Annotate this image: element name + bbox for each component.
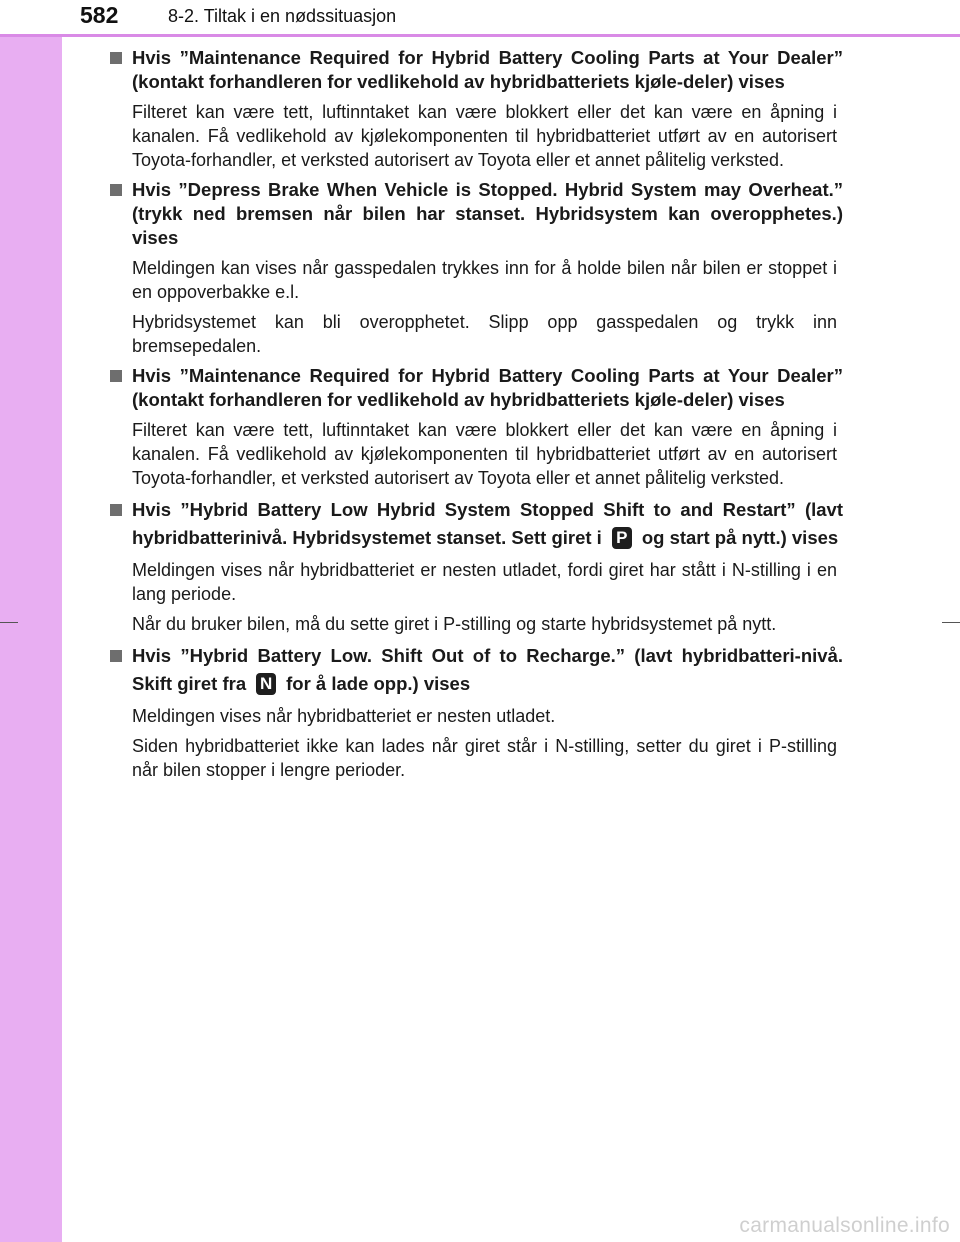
item-heading-text: Hvis ”Depress Brake When Vehicle is Stopped. Hybrid System may Overheat.” (trykk ned bremsen når bilen har stanset. Hybridsystem kan overopphetes.) vises bbox=[132, 179, 843, 248]
heading-text-before-icon: Hvis ”Hybrid Battery Low Hybrid System Stopped Shift to and Restart” (lavt hybridbatterinivå. Hybridsystemet stanset. Sett giret i bbox=[132, 499, 843, 548]
item-heading bbox=[110, 364, 843, 412]
item-paragraph: Når du bruker bilen, må du sette giret i P-stilling og starte hybridsystemet på nytt. bbox=[132, 614, 777, 634]
header-divider bbox=[0, 34, 960, 37]
crop-mark-left bbox=[0, 622, 18, 623]
main-content bbox=[110, 46, 843, 788]
item-paragraph: Meldingen vises når hybridbatteriet er nesten utladet. bbox=[132, 706, 556, 726]
item-paragraph: Meldingen kan vises når gasspedalen trykkes inn for å holde bilen når bilen er stoppet i en oppoverbakke e.l. bbox=[132, 258, 837, 302]
list-item bbox=[110, 364, 843, 490]
item-heading bbox=[110, 642, 843, 698]
item-paragraph: Hybridsystemet kan bli overopphetet. Slipp opp gasspedalen og trykk inn bremsepedalen. bbox=[132, 312, 837, 356]
gear-position-n-icon: N bbox=[256, 673, 276, 695]
gear-position-p-icon: P bbox=[612, 527, 632, 549]
list-item bbox=[110, 46, 843, 172]
list-item bbox=[110, 496, 843, 636]
item-paragraph: Filteret kan være tett, luftinntaket kan være blokkert eller det kan være en åpning i kanalen. Få vedlikehold av kjølekomponenten til hybridbatteriet utført av en autorisert Toyota-forhandler, et verksted autorisert av Toyota eller et annet pålitelig verksted. bbox=[132, 420, 837, 488]
side-color-strip bbox=[0, 0, 62, 1242]
watermark: carmanualsonline.info bbox=[739, 1214, 950, 1237]
square-bullet-icon bbox=[110, 184, 122, 196]
item-heading bbox=[110, 496, 843, 552]
square-bullet-icon bbox=[110, 650, 122, 662]
item-heading bbox=[110, 178, 843, 250]
square-bullet-icon bbox=[110, 504, 122, 516]
item-heading-text bbox=[132, 642, 843, 698]
heading-text-before-icon: Hvis ”Hybrid Battery Low. Shift Out of to Recharge.” (lavt hybridbatteri-nivå. Skift giret fra bbox=[132, 645, 843, 694]
page-header bbox=[0, 0, 960, 34]
list-item bbox=[110, 178, 843, 358]
item-heading-text: Hvis ”Maintenance Required for Hybrid Battery Cooling Parts at Your Dealer” (kontakt forhandleren for vedlikehold av hybridbatteriets kjøle-deler) vises bbox=[132, 365, 843, 410]
item-heading-text bbox=[132, 496, 843, 552]
square-bullet-icon bbox=[110, 52, 122, 64]
item-paragraph: Filteret kan være tett, luftinntaket kan være blokkert eller det kan være en åpning i kanalen. Få vedlikehold av kjølekomponenten til hybridbatteriet utført av en autorisert Toyota-forhandler, et verksted autorisert av Toyota eller et annet pålitelig verksted. bbox=[132, 102, 837, 170]
item-heading-text: Hvis ”Maintenance Required for Hybrid Battery Cooling Parts at Your Dealer” (kontakt forhandleren for vedlikehold av hybridbatteriets kjøle-deler) vises bbox=[132, 47, 843, 92]
heading-text-after-icon: og start på nytt.) vises bbox=[641, 527, 839, 548]
heading-text-after-icon: for å lade opp.) vises bbox=[286, 673, 471, 694]
item-paragraph: Meldingen vises når hybridbatteriet er nesten utladet, fordi giret har stått i N-stilling i en lang periode. bbox=[132, 560, 837, 604]
item-heading bbox=[110, 46, 843, 94]
list-item bbox=[110, 642, 843, 782]
section-title: 8-2. Tiltak i en nødssituasjon bbox=[168, 6, 397, 26]
item-paragraph: Siden hybridbatteriet ikke kan lades når giret står i N-stilling, setter du giret i P-stilling når bilen stopper i lengre perioder. bbox=[132, 736, 837, 780]
crop-mark-right bbox=[942, 622, 960, 623]
page-number: 582 bbox=[80, 2, 119, 28]
square-bullet-icon bbox=[110, 370, 122, 382]
